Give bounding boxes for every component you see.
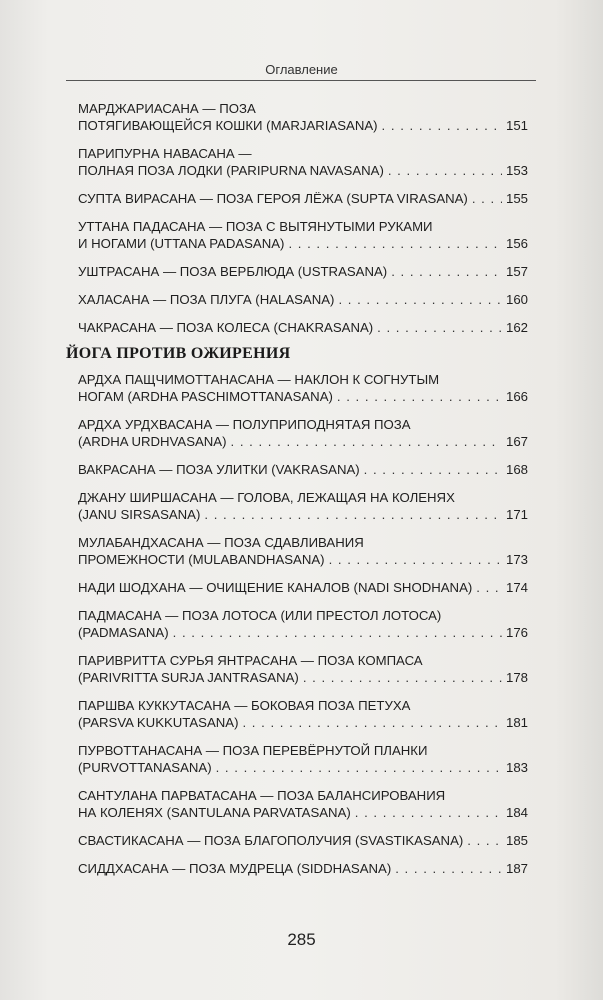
toc-entry-title-line: МАРДЖАРИАСАНА — ПОЗА — [78, 101, 256, 116]
toc-entry-last-line — [78, 832, 528, 849]
toc-entry-title-line: АРДХА ПАЩЧИМОТТАНАСАНА — НАКЛОН К СОГНУТЫМ — [78, 372, 440, 387]
toc-entry[interactable] — [78, 742, 528, 776]
toc-page-number: 151 — [505, 118, 528, 133]
toc-entry[interactable] — [78, 416, 528, 450]
toc-entry-title-line: (PURVOTTANASANA) — [78, 760, 212, 775]
toc-entry[interactable] — [78, 371, 528, 405]
toc-entry-title-line: ХАЛАСАНА — ПОЗА ПЛУГА (HALASANA) — [78, 292, 335, 307]
toc-entry-last-line — [78, 579, 528, 596]
toc-entry[interactable] — [78, 652, 528, 686]
toc-page-number: 187 — [505, 861, 528, 876]
toc-entry-title-line: СУПТА ВИРАСАНА — ПОЗА ГЕРОЯ ЛЁЖА (SUPTA VIRASANA) — [78, 191, 468, 206]
toc-entry-last-line — [78, 117, 528, 134]
toc-entry-title-line: УТТАНА ПАДАСАНА — ПОЗА С ВЫТЯНУТЫМИ РУКАМИ — [78, 219, 433, 234]
toc-entry-last-line — [78, 162, 528, 179]
dot-leader — [303, 669, 502, 686]
running-head: Оглавление — [265, 62, 338, 77]
toc-page-number: 183 — [505, 760, 528, 775]
toc-entry-title-line: АРДХА УРДХВАСАНА — ПОЛУПРИПОДНЯТАЯ ПОЗА — [78, 417, 411, 432]
toc-page-number: 156 — [505, 236, 528, 251]
dot-leader — [476, 579, 502, 596]
toc-entry-title-line: САНТУЛАНА ПАРВАТАСАНА — ПОЗА БАЛАНСИРОВАНИЯ — [78, 788, 446, 803]
toc-entry-last-line — [78, 433, 528, 450]
toc-entry-title-line: ВАКРАСАНА — ПОЗА УЛИТКИ (VAKRASANA) — [78, 462, 360, 477]
dot-leader — [388, 162, 502, 179]
toc-page-number: 153 — [505, 163, 528, 178]
toc-page-number: 168 — [505, 462, 528, 477]
dot-leader — [204, 506, 502, 523]
toc-entry-title-line: СВАСТИКАСАНА — ПОЗА БЛАГОПОЛУЧИЯ (SVASTIKASANA) — [78, 833, 464, 848]
toc-entry-title-line: ПРОМЕЖНОСТИ (MULABANDHASANA) — [78, 552, 325, 567]
toc-entry[interactable] — [78, 607, 528, 641]
toc-page-number: 184 — [505, 805, 528, 820]
toc-page-number: 155 — [505, 191, 528, 206]
header-rule — [66, 80, 536, 81]
toc-entry-last-line — [78, 291, 528, 308]
toc-page-number: 160 — [505, 292, 528, 307]
toc-entry[interactable] — [78, 832, 528, 849]
toc-entry-title-line: ПОЛНАЯ ПОЗА ЛОДКИ (PARIPURNA NAVASANA) — [78, 163, 384, 178]
toc-entry-last-line — [78, 860, 528, 877]
toc-page-number: 162 — [505, 320, 528, 335]
toc-entry-last-line — [78, 319, 528, 336]
toc-entry[interactable] — [78, 190, 528, 207]
toc-entry-title-line: НА КОЛЕНЯХ (SANTULANA PARVATASANA) — [78, 805, 351, 820]
toc-entry-title-line: СИДДХАСАНА — ПОЗА МУДРЕЦА (SIDDHASANA) — [78, 861, 392, 876]
dot-leader — [173, 624, 502, 641]
dot-leader — [242, 714, 502, 731]
toc-entry-title-line: ПАРИВРИТТА СУРЬЯ ЯНТРАСАНА — ПОЗА КОМПАСА — [78, 653, 423, 668]
toc-entry[interactable] — [78, 860, 528, 877]
toc-entry-title-line: УШТРАСАНА — ПОЗА ВЕРБЛЮДА (USTRASANA) — [78, 264, 388, 279]
toc-entry-title-line: НОГАМ (ARDHA PASCHIMOTTANASANA) — [78, 389, 333, 404]
toc-entry-last-line — [78, 506, 528, 523]
toc-entry-title-line: (PADMASANA) — [78, 625, 169, 640]
dot-leader — [216, 759, 502, 776]
table-of-contents — [66, 100, 528, 888]
dot-leader — [329, 551, 502, 568]
toc-entry[interactable] — [78, 534, 528, 568]
toc-entry-title-line: НАДИ ШОДХАНА — ОЧИЩЕНИЕ КАНАЛОВ (NADI SHODHANA) — [78, 580, 473, 595]
toc-page-number: 176 — [505, 625, 528, 640]
toc-entry[interactable] — [78, 319, 528, 336]
toc-entry-title-line: И НОГАМИ (UTTANA PADASANA) — [78, 236, 285, 251]
toc-page-number: 174 — [505, 580, 528, 595]
dot-leader — [337, 388, 502, 405]
toc-page-number: 185 — [505, 833, 528, 848]
toc-entry[interactable] — [78, 145, 528, 179]
toc-entry-last-line — [78, 624, 528, 641]
toc-entry-title-line: (JANU SIRSASANA) — [78, 507, 201, 522]
toc-entry-last-line — [78, 235, 528, 252]
toc-page-number: 157 — [505, 264, 528, 279]
toc-entry-title-line: ПАРШВА КУККУТАСАНА — БОКОВАЯ ПОЗА ПЕТУХА — [78, 698, 411, 713]
toc-entry-last-line — [78, 714, 528, 731]
toc-entry-title-line: МУЛАБАНДХАСАНА — ПОЗА СДАВЛИВАНИЯ — [78, 535, 364, 550]
toc-entry-last-line — [78, 388, 528, 405]
dot-leader — [288, 235, 502, 252]
dot-leader — [364, 461, 502, 478]
toc-page-number: 167 — [505, 434, 528, 449]
page-number: 285 — [287, 930, 316, 949]
toc-entry[interactable] — [78, 697, 528, 731]
toc-entry[interactable] — [78, 218, 528, 252]
toc-entry-title-line: ПУРВОТТАНАСАНА — ПОЗА ПЕРЕВЁРНУТОЙ ПЛАНКИ — [78, 743, 428, 758]
toc-entry[interactable] — [78, 461, 528, 478]
toc-entry-title-line: (PARSVA KUKKUTASANA) — [78, 715, 239, 730]
toc-entry-last-line — [78, 190, 528, 207]
toc-entry-title-line: ЧАКРАСАНА — ПОЗА КОЛЕСА (CHAKRASANA) — [78, 320, 374, 335]
toc-entry-last-line — [78, 804, 528, 821]
toc-entry[interactable] — [78, 489, 528, 523]
toc-entry[interactable] — [78, 100, 528, 134]
toc-entry[interactable] — [78, 263, 528, 280]
toc-entry[interactable] — [78, 291, 528, 308]
toc-page-number: 166 — [505, 389, 528, 404]
toc-page-number: 173 — [505, 552, 528, 567]
toc-entry-title-line: ПАДМАСАНА — ПОЗА ЛОТОСА (ИЛИ ПРЕСТОЛ ЛОТОСА) — [78, 608, 442, 623]
section-title: ЙОГА ПРОТИВ ОЖИРЕНИЯ — [66, 345, 291, 362]
dot-leader — [231, 433, 502, 450]
toc-entry-title-line: (PARIVRITTA SURJA JANTRASANA) — [78, 670, 299, 685]
toc-page-number: 181 — [505, 715, 528, 730]
dot-leader — [391, 263, 502, 280]
dot-leader — [467, 832, 502, 849]
toc-entry[interactable] — [78, 787, 528, 821]
toc-page-number: 178 — [505, 670, 528, 685]
dot-leader — [472, 190, 502, 207]
toc-entry-title-line: ДЖАНУ ШИРШАСАНА — ГОЛОВА, ЛЕЖАЩАЯ НА КОЛЕНЯХ — [78, 490, 455, 505]
dot-leader — [395, 860, 502, 877]
toc-entry-last-line — [78, 263, 528, 280]
dot-leader — [355, 804, 502, 821]
dot-leader — [338, 291, 502, 308]
toc-page-number: 171 — [505, 507, 528, 522]
toc-entry-title-line: (ARDHA URDHVASANA) — [78, 434, 227, 449]
toc-entry-last-line — [78, 759, 528, 776]
dot-leader — [377, 319, 502, 336]
dot-leader — [382, 117, 502, 134]
toc-entry-last-line — [78, 669, 528, 686]
toc-entry-title-line: ПОТЯГИВАЮЩЕЙСЯ КОШКИ (MARJARIASANA) — [78, 118, 378, 133]
toc-entry-title-line: ПАРИПУРНА НАВАСАНА — — [78, 146, 252, 161]
toc-entry-last-line — [78, 461, 528, 478]
toc-entry-last-line — [78, 551, 528, 568]
toc-entry[interactable] — [78, 579, 528, 596]
